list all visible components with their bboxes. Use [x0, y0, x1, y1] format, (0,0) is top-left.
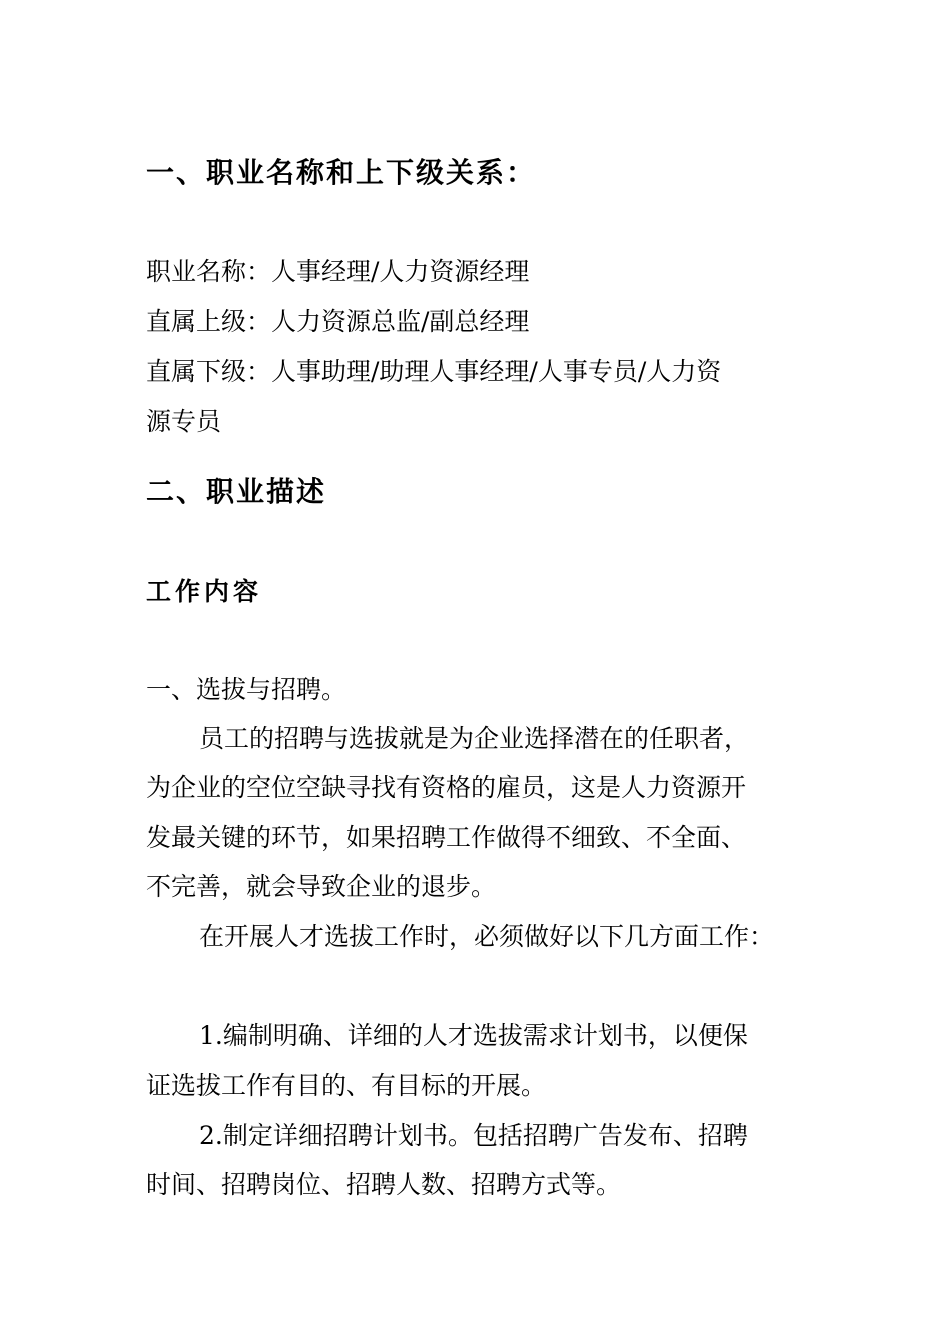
direct-superior-line: 直属上级：人力资源总监/副总经理 — [146, 307, 530, 336]
direct-subordinate-line: 直属下级：人事助理/助理人事经理/人事专员/人力资 — [146, 357, 722, 386]
paragraph-line: 发最关键的环节，如果招聘工作做得不细致、不全面、 — [146, 823, 747, 852]
paragraph-line: 在开展人才选拔工作时，必须做好以下几方面工作： — [199, 922, 775, 951]
list-item-1-cont: 证选拔工作有目的、有目标的开展。 — [146, 1071, 547, 1100]
list-item-2: 2.制定详细招聘计划书。包括招聘广告发布、招聘 — [199, 1121, 748, 1150]
section1-heading: 一、职业名称和上下级关系： — [146, 156, 537, 189]
paragraph-line: 为企业的空位空缺寻找有资格的雇员，这是人力资源开 — [146, 773, 747, 802]
work-content-subheading: 工作内容 — [146, 577, 263, 606]
job-title-line: 职业名称：人事经理/人力资源经理 — [146, 257, 530, 286]
paragraph-line: 员工的招聘与选拔就是为企业选择潜在的任职者， — [199, 724, 750, 753]
list-item-2-cont: 时间、招聘岗位、招聘人数、招聘方式等。 — [146, 1170, 622, 1199]
direct-subordinate-line-cont: 源专员 — [146, 407, 222, 436]
list-item-1: 1.编制明确、详细的人才选拔需求计划书，以便保 — [199, 1021, 748, 1050]
paragraph-line: 不完善，就会导致企业的退步。 — [146, 872, 497, 901]
section2-heading: 二、职业描述 — [146, 475, 327, 508]
item1-heading: 一、选拔与招聘。 — [146, 675, 347, 704]
